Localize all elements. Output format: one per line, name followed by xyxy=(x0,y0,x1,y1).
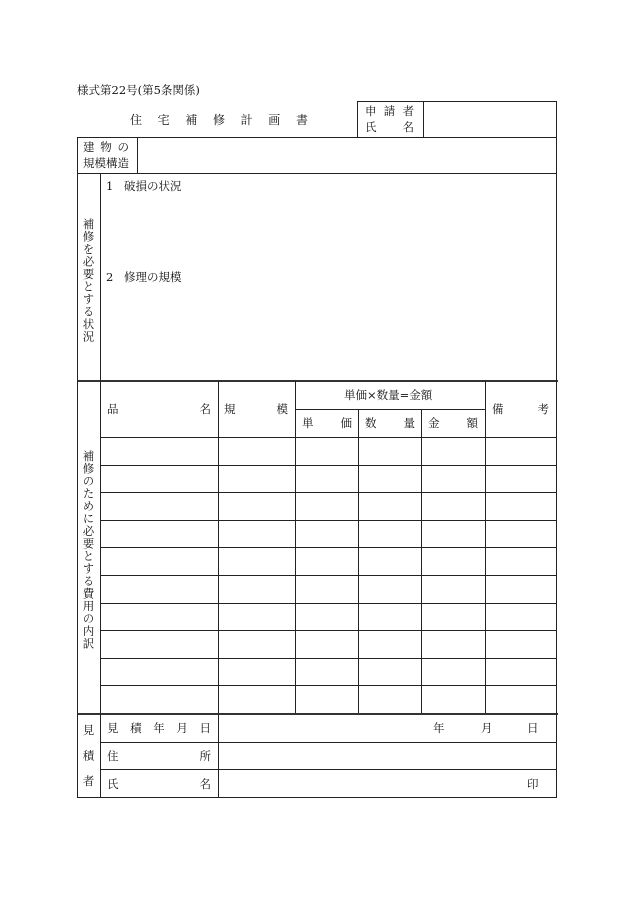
cost-table-cell[interactable] xyxy=(360,632,419,656)
estimate-year: 年 xyxy=(433,721,445,735)
cost-table-cell[interactable] xyxy=(423,577,483,601)
estimator-side-label: 見積者 xyxy=(81,724,96,801)
cost-table-cell[interactable] xyxy=(487,522,555,546)
header-unit-price-char: 単 xyxy=(302,416,314,430)
repair-scale-number: 2 xyxy=(106,270,114,284)
table-row-divider xyxy=(100,492,557,493)
header-formula: 単価×数量=金額 xyxy=(344,388,433,402)
repair-situation-side-label: 補修を必要とする状況 xyxy=(81,218,96,343)
cost-table-cell[interactable] xyxy=(297,632,356,656)
cost-table-cell[interactable] xyxy=(487,439,555,463)
cost-table-cell[interactable] xyxy=(487,549,555,573)
cost-table-cell[interactable] xyxy=(487,494,555,518)
cost-table-cell[interactable] xyxy=(220,467,293,491)
applicant-label-bottom-char: 氏 xyxy=(365,120,377,134)
table-row-divider xyxy=(100,630,557,631)
document-title-char: 画 xyxy=(268,113,281,127)
cost-table-cell[interactable] xyxy=(220,494,293,518)
header-item-name xyxy=(107,404,211,416)
applicant-label-bottom-char: 名 xyxy=(402,120,414,134)
cost-table-cell[interactable] xyxy=(102,660,216,684)
cost-table-cell[interactable] xyxy=(423,605,483,629)
cost-table-cell[interactable] xyxy=(297,687,356,711)
document-title-char: 補 xyxy=(185,113,198,127)
document-title-char: 書 xyxy=(295,113,308,127)
cost-table-cell[interactable] xyxy=(102,549,216,573)
cost-table-cell[interactable] xyxy=(220,549,293,573)
cost-table-cell[interactable] xyxy=(297,494,356,518)
cost-table-cell[interactable] xyxy=(102,467,216,491)
estimate-day: 日 xyxy=(527,721,539,735)
building-label-top-char: 物 xyxy=(100,140,112,154)
table-row-divider xyxy=(100,575,557,576)
cost-table-cell[interactable] xyxy=(487,660,555,684)
table-row-divider xyxy=(100,603,557,604)
header-amount xyxy=(428,418,478,430)
cost-table-cell[interactable] xyxy=(102,522,216,546)
cost-table-cell[interactable] xyxy=(102,577,216,601)
header-remarks-char: 考 xyxy=(537,402,549,416)
seal-mark: 印 xyxy=(527,777,539,791)
cost-table-cell[interactable] xyxy=(102,632,216,656)
cost-table-cell[interactable] xyxy=(297,577,356,601)
cost-table-cell[interactable] xyxy=(220,439,293,463)
cost-table-cell[interactable] xyxy=(487,605,555,629)
document-title-char: 修 xyxy=(212,113,225,127)
cost-table-cell[interactable] xyxy=(423,660,483,684)
cost-table-cell[interactable] xyxy=(487,577,555,601)
header-scale xyxy=(224,404,288,416)
address-label-char: 所 xyxy=(199,749,211,763)
applicant-label-top-char: 申 xyxy=(365,104,377,118)
cost-table-cell[interactable] xyxy=(360,522,419,546)
cost-table-cell[interactable] xyxy=(423,522,483,546)
building-label-top xyxy=(83,142,129,154)
cost-table-cell[interactable] xyxy=(487,632,555,656)
estimate-month: 月 xyxy=(481,721,493,735)
cost-table-cell[interactable] xyxy=(360,549,419,573)
cost-table-cell[interactable] xyxy=(360,467,419,491)
estimator-name-label-char: 氏 xyxy=(107,777,119,791)
building-label-bottom: 規模構造 xyxy=(83,156,129,170)
applicant-label-top-char: 請 xyxy=(383,104,396,118)
cost-table-cell[interactable] xyxy=(360,439,419,463)
cost-table-cell[interactable] xyxy=(423,549,483,573)
estimate-date-label-char: 見 xyxy=(107,721,119,735)
document-title-char: 宅 xyxy=(157,113,170,127)
applicant-label-top-char: 者 xyxy=(402,104,414,118)
document-title xyxy=(130,114,308,126)
header-item-name-char: 名 xyxy=(199,402,211,416)
estimator-name-label-char: 名 xyxy=(199,777,211,791)
repair-scale-label: 修理の規模 xyxy=(124,270,182,284)
estimate-date-label-char: 日 xyxy=(199,721,211,735)
cost-table-cell[interactable] xyxy=(102,439,216,463)
cost-table-cell[interactable] xyxy=(220,577,293,601)
cost-table-cell[interactable] xyxy=(423,439,483,463)
cost-table-cell[interactable] xyxy=(487,687,555,711)
cost-table-cell[interactable] xyxy=(360,660,419,684)
cost-breakdown-side-label: 補修のために必要とする費用の内訳 xyxy=(81,450,96,650)
applicant-label-top xyxy=(365,106,414,118)
cost-table-cell[interactable] xyxy=(423,494,483,518)
cost-table-cell[interactable] xyxy=(360,577,419,601)
cost-table-cell[interactable] xyxy=(220,605,293,629)
header-scale-char: 規 xyxy=(224,402,236,416)
building-label-top-char: の xyxy=(117,140,129,154)
cost-table-cell[interactable] xyxy=(423,687,483,711)
cost-table-cell[interactable] xyxy=(297,439,356,463)
cost-table-cell[interactable] xyxy=(423,632,483,656)
estimate-date-label-char: 積 xyxy=(130,721,142,735)
cost-table-cell[interactable] xyxy=(297,660,356,684)
address-label-char: 住 xyxy=(107,749,119,763)
cost-table-cell[interactable] xyxy=(297,467,356,491)
form-number: 様式第22号(第5条関係) xyxy=(77,83,200,97)
cost-table-cell[interactable] xyxy=(423,467,483,491)
cost-table-cell[interactable] xyxy=(360,605,419,629)
table-row-divider xyxy=(100,547,557,548)
cost-table-cell[interactable] xyxy=(102,605,216,629)
damage-item-number: 1 xyxy=(106,179,114,193)
header-unit-price-char: 価 xyxy=(340,416,352,430)
cost-table-cell[interactable] xyxy=(360,494,419,518)
table-row-divider xyxy=(100,685,557,686)
cost-table-cell[interactable] xyxy=(487,467,555,491)
header-quantity-char: 量 xyxy=(403,416,415,430)
header-scale-char: 模 xyxy=(276,402,288,416)
header-item-name-char: 品 xyxy=(107,402,119,416)
header-remarks xyxy=(492,404,549,416)
cost-table-cell[interactable] xyxy=(297,522,356,546)
estimate-date-label-char: 年 xyxy=(153,721,165,735)
cost-table-cell[interactable] xyxy=(102,494,216,518)
cost-table-cell[interactable] xyxy=(297,549,356,573)
cost-table-cell[interactable] xyxy=(102,687,216,711)
document-title-char: 計 xyxy=(240,113,253,127)
cost-table-cell[interactable] xyxy=(220,632,293,656)
header-unit-price xyxy=(302,418,352,430)
building-label-top-char: 建 xyxy=(83,140,95,154)
table-row-divider xyxy=(100,658,557,659)
estimator-name-label xyxy=(107,779,211,791)
estimate-date-label-char: 月 xyxy=(176,721,188,735)
header-quantity xyxy=(365,418,415,430)
cost-table-cell[interactable] xyxy=(297,605,356,629)
cost-table-cell[interactable] xyxy=(220,687,293,711)
header-quantity-char: 数 xyxy=(365,416,377,430)
header-remarks-char: 備 xyxy=(492,402,504,416)
address-label xyxy=(107,751,211,763)
building-row xyxy=(77,137,557,174)
header-amount-char: 金 xyxy=(428,416,440,430)
cost-table-cell[interactable] xyxy=(220,522,293,546)
applicant-label-bottom xyxy=(365,122,414,134)
cost-table-cell[interactable] xyxy=(220,660,293,684)
estimate-date-label xyxy=(107,723,211,735)
cost-table-cell[interactable] xyxy=(360,687,419,711)
document-title-char: 住 xyxy=(130,113,143,127)
damage-situation-label: 破損の状況 xyxy=(124,179,182,193)
header-amount-char: 額 xyxy=(466,416,478,430)
table-row-divider xyxy=(100,520,557,521)
table-row-divider xyxy=(100,465,557,466)
address-field[interactable] xyxy=(224,745,554,767)
